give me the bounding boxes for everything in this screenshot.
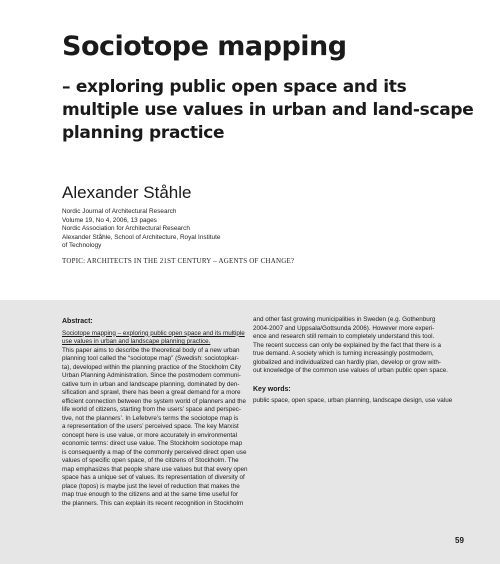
meta-line: Nordic Journal of Architectural Research [62,208,177,215]
abstract-line: The recent success can only be explained by the fact that there is a [253,341,441,349]
abstract-line: ence and research still remain to completely understand this tool. [253,333,435,340]
abstract-line: sification and sprawl, there has been a great demand for a more [62,389,241,396]
abstract-line: out knowledge of the common use values of urban public open space. [253,367,448,374]
abstract-line: map emphasizes that people share use values but that every open [62,465,248,473]
abstract-line: globalized and individualized can hardly plan, develop or grow with- [253,358,441,366]
topic-line: TOPIC: ARCHITECTS IN THE 21ST CENTURY – AGENTS OF CHANGE? [62,257,295,265]
abstract-line: values of specific open space, of the citizens of Stockholm. The [62,457,239,464]
abstract-line: the planners. This can explain its recent recognition in Stockholm [62,499,244,507]
abstract-line: ta), developed within the planning practice of the Stockholm City [62,363,241,371]
abstract-line: life world of citizens, starting from the users’ space and perspec- [62,406,241,413]
abstract-line: place (topos) is maybe just the level of reduction that makes the [62,482,240,490]
abstract-title-line: use values in urban and landscape planning practice. [62,338,211,345]
abstract-line: planning tool called the “sociotope map” (Swedish: sociotopkar- [62,355,239,362]
abstract-line: cative turn in urban and landscape planning, dominated by den- [62,380,240,388]
abstract-line: space has a unique set of values. Its representation of diversity of [62,474,245,481]
abstract-title-line: Sociotope mapping – exploring public open space and its multiple [62,329,245,337]
abstract-line: This paper aims to describe the theoretical body of a new urban [62,346,240,354]
article-subtitle: – exploring public open space and its multiple use values in urban and land-scape planning practice [62,77,474,143]
article-title: Sociotope mapping [62,31,347,62]
abstract-line: efficient connection between the system world of planners and the [62,397,247,405]
abstract-line: economic terms: direct use value. The Stockholm sociotope map [62,440,243,447]
meta-line: Nordic Association for Architectural Research [62,225,190,233]
abstract-line: and other fast growing municipalities in Sweden (e.g. Gothenburg [253,316,436,323]
abstract-column-left [62,318,248,508]
page-number: 59 [455,536,464,545]
abstract-heading: Abstract: [62,318,93,325]
abstract-line: a representation of the users’ perceived space. The key Marxist [62,423,239,430]
abstract-line: 2004-2007 and Uppsala/Gottsunda 2006). However more experi- [253,324,435,332]
author-name: Alexander Ståhle [62,183,192,202]
abstract-column-right [253,316,453,406]
publication-info [62,208,302,251]
abstract-line: map true enough to the citizens and at the same time useful for [62,491,239,498]
meta-line: Alexander Ståhle, School of Architecture, Royal Institute [62,233,221,241]
meta-line: of Technology [62,242,102,250]
keywords-heading: Key words: [253,385,291,393]
abstract-line: tive, not the planners’. In Lefebvre’s terms the sociotope map is [62,414,239,422]
abstract-line: concept here is use value, or more accurately in environmental [62,431,238,439]
keywords-text: public space, open space, urban planning, landscape design, use value [253,397,453,404]
meta-line: Volume 19, No 4, 2006, 13 pages [62,216,157,224]
abstract-line: is consequently a map of the commonly perceived direct open use [62,448,247,456]
abstract-line: true demand. A society which is turning increasingly postmodern, [253,350,434,357]
abstract-line: Urban Planning Administration. Since the postmodern communi- [62,372,241,379]
